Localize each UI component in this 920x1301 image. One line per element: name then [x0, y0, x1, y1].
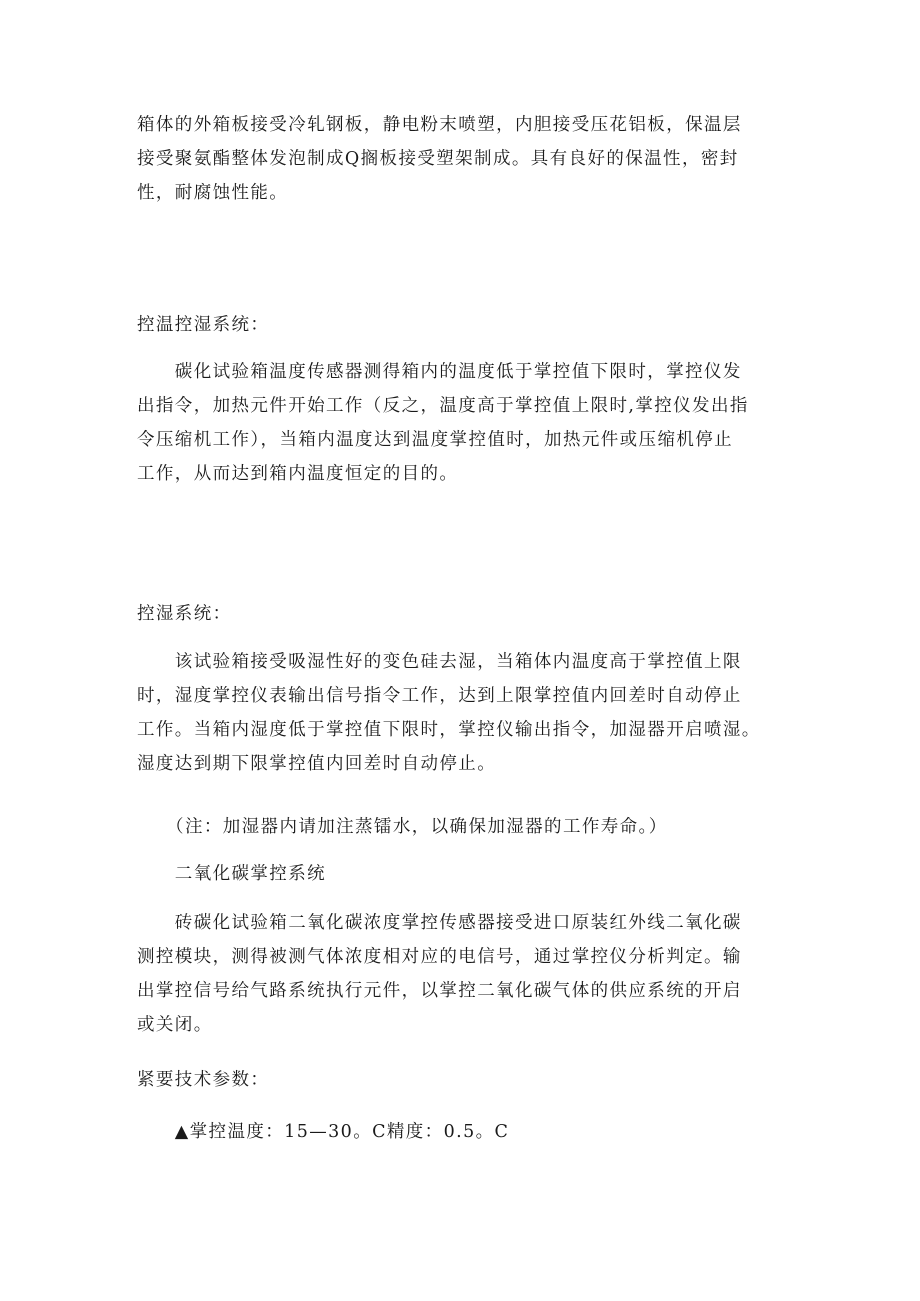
text-line: 该试验箱接受吸湿性好的变色硅去湿，当箱体内温度高于掌控值上限	[137, 652, 742, 672]
text-line: 时，湿度掌控仪表输出信号指令工作，达到上限掌控值内回差时自动停止	[137, 686, 742, 706]
text-line: 或关闭。	[137, 1015, 213, 1035]
temp-control-heading: 控温控湿系统：	[137, 315, 270, 335]
param-temperature: ▲掌控温度：15—30。C精度：0.5。C	[137, 1122, 510, 1142]
text-line: 工作，从而达到箱内温度恒定的目的。	[137, 464, 459, 484]
co2-control-heading: 二氧化碳掌控系统	[137, 864, 326, 884]
text-line: 出指令，加热元件开始工作（反之，温度高于掌控值上限时,掌控仪发出指	[137, 396, 749, 416]
text-line: 碳化试验箱温度传感器测得箱内的温度低于掌控值下限时，掌控仪发	[137, 362, 742, 382]
intro-paragraph	[137, 108, 797, 210]
text-line: 令压缩机工作），当箱内温度达到温度掌控值时，加热元件或压缩机停止	[137, 430, 734, 450]
temp-control-paragraph	[137, 355, 797, 491]
humidity-control-paragraph	[137, 645, 797, 781]
text-line: 湿度达到期下限掌控值内回差时自动停止。	[137, 754, 497, 774]
text-line: 出掌控信号给气路系统执行元件，以掌控二氧化碳气体的供应系统的开启	[137, 981, 742, 1001]
text-line: 砖碳化试验箱二氧化碳浓度掌控传感器接受进口原装红外线二氧化碳	[137, 913, 742, 933]
co2-control-paragraph	[137, 906, 797, 1042]
humidity-control-heading: 控湿系统：	[137, 604, 232, 624]
text-line: 性，耐腐蚀性能。	[137, 183, 289, 203]
params-heading: 紧要技术参数：	[137, 1070, 270, 1090]
note-line: （注：加湿器内请加注蒸镭水，以确保加湿器的工作寿命。）	[137, 817, 668, 837]
text-line: 工作。当箱内湿度低于掌控值下限时，掌控仪输出指令，加湿器开启喷湿。	[137, 720, 761, 740]
text-line: 测控模块，测得被测气体浓度相对应的电信号，通过掌控仪分析判定。输	[137, 947, 742, 967]
text-line: 接受聚氨酯整体发泡制成Q搁板接受塑架制成。具有良好的保温性，密封	[137, 149, 739, 169]
text-line: 箱体的外箱板接受冷轧钢板，静电粉末喷塑，内胆接受压花铝板，保温层	[137, 115, 742, 135]
